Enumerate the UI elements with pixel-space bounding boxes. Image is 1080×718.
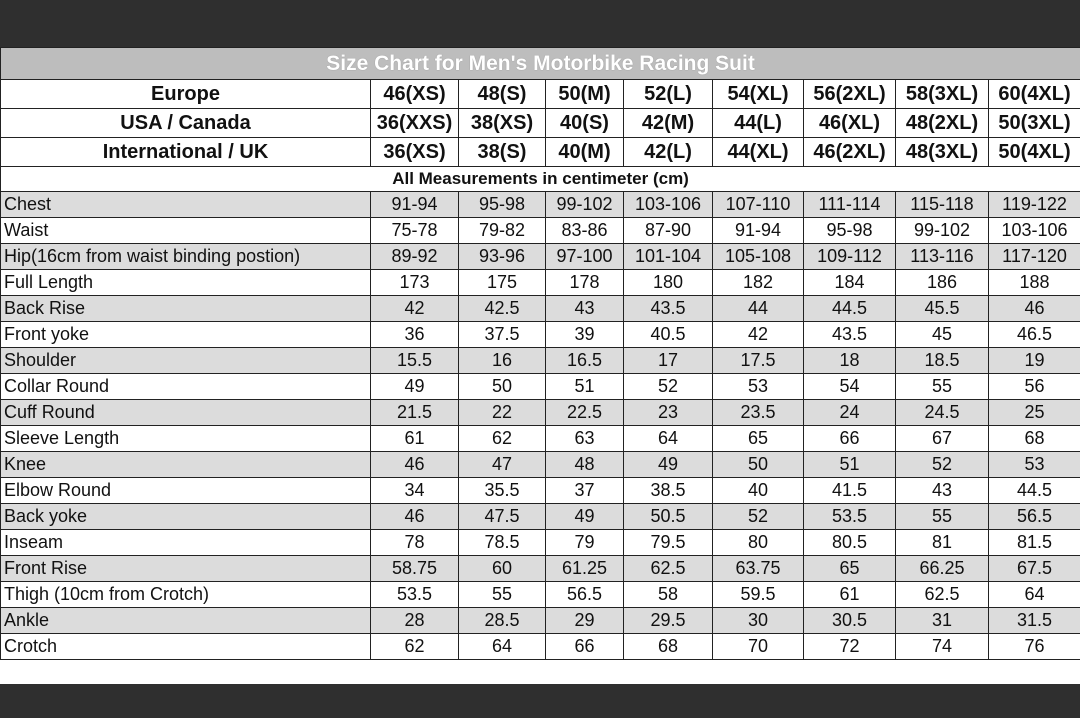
table-cell: 24.5 — [896, 400, 989, 426]
table-cell: 23 — [624, 400, 713, 426]
row-label: Crotch — [1, 634, 371, 660]
row-label: Hip(16cm from waist binding postion) — [1, 244, 371, 270]
table-cell: 16.5 — [546, 348, 624, 374]
table-cell: 64 — [459, 634, 546, 660]
table-cell: 111-114 — [804, 192, 896, 218]
table-cell: 48 — [546, 452, 624, 478]
table-cell: 81.5 — [989, 530, 1080, 556]
table-cell: 115-118 — [896, 192, 989, 218]
table-cell: 29 — [546, 608, 624, 634]
table-cell: 78.5 — [459, 530, 546, 556]
table-cell: 113-116 — [896, 244, 989, 270]
units-note-row — [1, 167, 1080, 192]
table-cell: 103-106 — [989, 218, 1080, 244]
table-cell: 45 — [896, 322, 989, 348]
table-cell: 42 — [713, 322, 804, 348]
table-cell: 50(3XL) — [989, 109, 1080, 138]
table-cell: 52 — [624, 374, 713, 400]
title-row — [1, 48, 1080, 80]
table-cell: 50.5 — [624, 504, 713, 530]
table-cell: 50(M) — [546, 80, 624, 109]
row-label: Front Rise — [1, 556, 371, 582]
size-row — [1, 109, 1080, 138]
table-cell: 31 — [896, 608, 989, 634]
table-cell: 186 — [896, 270, 989, 296]
table-cell: 184 — [804, 270, 896, 296]
table-cell: 175 — [459, 270, 546, 296]
table-cell: 79.5 — [624, 530, 713, 556]
table-cell: 46(2XL) — [804, 138, 896, 167]
table-cell: 46 — [371, 452, 459, 478]
table-cell: 31.5 — [989, 608, 1080, 634]
row-label: International / UK — [1, 138, 371, 167]
measurement-row — [1, 556, 1080, 582]
table-cell: 49 — [546, 504, 624, 530]
table-cell: 65 — [804, 556, 896, 582]
row-label: Ankle — [1, 608, 371, 634]
table-cell: 55 — [896, 504, 989, 530]
table-cell: 58.75 — [371, 556, 459, 582]
table-cell: 67.5 — [989, 556, 1080, 582]
table-cell: 105-108 — [713, 244, 804, 270]
table-cell: 30 — [713, 608, 804, 634]
table-cell: 44 — [713, 296, 804, 322]
table-cell: 37 — [546, 478, 624, 504]
table-cell: 21.5 — [371, 400, 459, 426]
measurement-row — [1, 582, 1080, 608]
table-cell: 93-96 — [459, 244, 546, 270]
table-cell: 91-94 — [371, 192, 459, 218]
table-cell: 79-82 — [459, 218, 546, 244]
table-cell: 18 — [804, 348, 896, 374]
table-cell: 68 — [624, 634, 713, 660]
table-cell: 58(3XL) — [896, 80, 989, 109]
size-chart — [0, 47, 1080, 684]
table-cell: 43 — [546, 296, 624, 322]
measurement-row — [1, 504, 1080, 530]
table-cell: 52 — [896, 452, 989, 478]
table-cell: 22 — [459, 400, 546, 426]
table-cell: 56(2XL) — [804, 80, 896, 109]
table-cell: 49 — [624, 452, 713, 478]
table-cell: 62 — [459, 426, 546, 452]
table-cell: 16 — [459, 348, 546, 374]
table-cell: 44(L) — [713, 109, 804, 138]
table-cell: 70 — [713, 634, 804, 660]
measurement-row — [1, 348, 1080, 374]
table-cell: 55 — [459, 582, 546, 608]
table-cell: 34 — [371, 478, 459, 504]
table-cell: 36 — [371, 322, 459, 348]
row-label: USA / Canada — [1, 109, 371, 138]
table-cell: 42(M) — [624, 109, 713, 138]
table-cell: 40 — [713, 478, 804, 504]
chart-title: Size Chart for Men's Motorbike Racing Suit — [1, 48, 1080, 80]
table-cell: 188 — [989, 270, 1080, 296]
table-cell: 48(2XL) — [896, 109, 989, 138]
row-label: Thigh (10cm from Crotch) — [1, 582, 371, 608]
row-label: Back Rise — [1, 296, 371, 322]
measurement-row — [1, 374, 1080, 400]
table-cell: 49 — [371, 374, 459, 400]
measurement-row — [1, 322, 1080, 348]
table-cell: 79 — [546, 530, 624, 556]
table-cell: 22.5 — [546, 400, 624, 426]
table-cell: 56.5 — [546, 582, 624, 608]
table-cell: 56 — [989, 374, 1080, 400]
table-cell: 95-98 — [804, 218, 896, 244]
table-cell: 19 — [989, 348, 1080, 374]
table-cell: 38.5 — [624, 478, 713, 504]
table-cell: 81 — [896, 530, 989, 556]
table-cell: 64 — [989, 582, 1080, 608]
table-cell: 17 — [624, 348, 713, 374]
table-cell: 53.5 — [804, 504, 896, 530]
table-cell: 97-100 — [546, 244, 624, 270]
table-cell: 62 — [371, 634, 459, 660]
table-cell: 60(4XL) — [989, 80, 1080, 109]
table-cell: 107-110 — [713, 192, 804, 218]
measurement-row — [1, 296, 1080, 322]
table-cell: 67 — [896, 426, 989, 452]
table-cell: 15.5 — [371, 348, 459, 374]
table-cell: 87-90 — [624, 218, 713, 244]
measurement-row — [1, 608, 1080, 634]
table-cell: 25 — [989, 400, 1080, 426]
measurement-row — [1, 270, 1080, 296]
row-label: Knee — [1, 452, 371, 478]
table-cell: 48(3XL) — [896, 138, 989, 167]
table-cell: 50 — [713, 452, 804, 478]
measurement-row — [1, 478, 1080, 504]
table-cell: 46.5 — [989, 322, 1080, 348]
row-label: Full Length — [1, 270, 371, 296]
table-cell: 36(XXS) — [371, 109, 459, 138]
table-cell: 83-86 — [546, 218, 624, 244]
table-cell: 46 — [371, 504, 459, 530]
row-label: Elbow Round — [1, 478, 371, 504]
row-label: Sleeve Length — [1, 426, 371, 452]
table-cell: 44(XL) — [713, 138, 804, 167]
units-note: All Measurements in centimeter (cm) — [1, 167, 1080, 192]
table-cell: 52 — [713, 504, 804, 530]
table-cell: 17.5 — [713, 348, 804, 374]
table-cell: 44.5 — [989, 478, 1080, 504]
table-cell: 54(XL) — [713, 80, 804, 109]
measurement-row — [1, 452, 1080, 478]
table-cell: 42 — [371, 296, 459, 322]
table-cell: 23.5 — [713, 400, 804, 426]
measurement-row — [1, 244, 1080, 270]
table-cell: 48(S) — [459, 80, 546, 109]
table-cell: 53 — [713, 374, 804, 400]
table-cell: 28.5 — [459, 608, 546, 634]
table-cell: 61 — [371, 426, 459, 452]
table-cell: 46 — [989, 296, 1080, 322]
table-cell: 65 — [713, 426, 804, 452]
table-cell: 61.25 — [546, 556, 624, 582]
measurement-row — [1, 634, 1080, 660]
table-cell: 51 — [804, 452, 896, 478]
table-cell: 117-120 — [989, 244, 1080, 270]
table-cell: 101-104 — [624, 244, 713, 270]
table-cell: 119-122 — [989, 192, 1080, 218]
table-cell: 46(XS) — [371, 80, 459, 109]
table-cell: 173 — [371, 270, 459, 296]
table-cell: 29.5 — [624, 608, 713, 634]
table-cell: 66 — [804, 426, 896, 452]
table-cell: 89-92 — [371, 244, 459, 270]
table-cell: 30.5 — [804, 608, 896, 634]
table-cell: 40.5 — [624, 322, 713, 348]
table-cell: 42(L) — [624, 138, 713, 167]
table-cell: 50 — [459, 374, 546, 400]
table-cell: 72 — [804, 634, 896, 660]
table-cell: 109-112 — [804, 244, 896, 270]
table-cell: 53.5 — [371, 582, 459, 608]
table-cell: 178 — [546, 270, 624, 296]
table-cell: 91-94 — [713, 218, 804, 244]
row-label: Inseam — [1, 530, 371, 556]
table-cell: 58 — [624, 582, 713, 608]
table-cell: 180 — [624, 270, 713, 296]
table-cell: 66 — [546, 634, 624, 660]
table-cell: 78 — [371, 530, 459, 556]
measurement-row — [1, 192, 1080, 218]
table-cell: 62.5 — [624, 556, 713, 582]
table-cell: 99-102 — [896, 218, 989, 244]
table-cell: 76 — [989, 634, 1080, 660]
measurement-row — [1, 218, 1080, 244]
table-cell: 42.5 — [459, 296, 546, 322]
table-cell: 64 — [624, 426, 713, 452]
table-cell: 40(S) — [546, 109, 624, 138]
measurement-row — [1, 400, 1080, 426]
table-cell: 45.5 — [896, 296, 989, 322]
table-cell: 74 — [896, 634, 989, 660]
table-cell: 66.25 — [896, 556, 989, 582]
table-cell: 51 — [546, 374, 624, 400]
table-cell: 52(L) — [624, 80, 713, 109]
table-cell: 55 — [896, 374, 989, 400]
table-cell: 63 — [546, 426, 624, 452]
table-cell: 36(XS) — [371, 138, 459, 167]
table-cell: 56.5 — [989, 504, 1080, 530]
row-label: Collar Round — [1, 374, 371, 400]
table-cell: 63.75 — [713, 556, 804, 582]
table-cell: 18.5 — [896, 348, 989, 374]
row-label: Cuff Round — [1, 400, 371, 426]
table-cell: 182 — [713, 270, 804, 296]
table-cell: 43 — [896, 478, 989, 504]
table-cell: 28 — [371, 608, 459, 634]
table-cell: 38(XS) — [459, 109, 546, 138]
table-cell: 43.5 — [624, 296, 713, 322]
table-cell: 41.5 — [804, 478, 896, 504]
table-cell: 43.5 — [804, 322, 896, 348]
row-label: Chest — [1, 192, 371, 218]
table-cell: 103-106 — [624, 192, 713, 218]
row-label: Shoulder — [1, 348, 371, 374]
row-label: Front yoke — [1, 322, 371, 348]
table-cell: 39 — [546, 322, 624, 348]
table-cell: 40(M) — [546, 138, 624, 167]
table-cell: 53 — [989, 452, 1080, 478]
table-cell: 46(XL) — [804, 109, 896, 138]
table-cell: 38(S) — [459, 138, 546, 167]
measurement-row — [1, 426, 1080, 452]
table-cell: 50(4XL) — [989, 138, 1080, 167]
table-cell: 75-78 — [371, 218, 459, 244]
table-cell: 54 — [804, 374, 896, 400]
table-cell: 37.5 — [459, 322, 546, 348]
table-cell: 61 — [804, 582, 896, 608]
table-cell: 62.5 — [896, 582, 989, 608]
size-row — [1, 138, 1080, 167]
table-cell: 44.5 — [804, 296, 896, 322]
measurement-row — [1, 530, 1080, 556]
table-cell: 80.5 — [804, 530, 896, 556]
table-cell: 35.5 — [459, 478, 546, 504]
row-label: Waist — [1, 218, 371, 244]
size-chart-table — [0, 47, 1080, 660]
table-cell: 60 — [459, 556, 546, 582]
row-label: Back yoke — [1, 504, 371, 530]
table-cell: 95-98 — [459, 192, 546, 218]
table-cell: 59.5 — [713, 582, 804, 608]
table-cell: 47.5 — [459, 504, 546, 530]
table-cell: 68 — [989, 426, 1080, 452]
table-cell: 47 — [459, 452, 546, 478]
size-row — [1, 80, 1080, 109]
row-label: Europe — [1, 80, 371, 109]
table-cell: 99-102 — [546, 192, 624, 218]
table-cell: 80 — [713, 530, 804, 556]
table-cell: 24 — [804, 400, 896, 426]
